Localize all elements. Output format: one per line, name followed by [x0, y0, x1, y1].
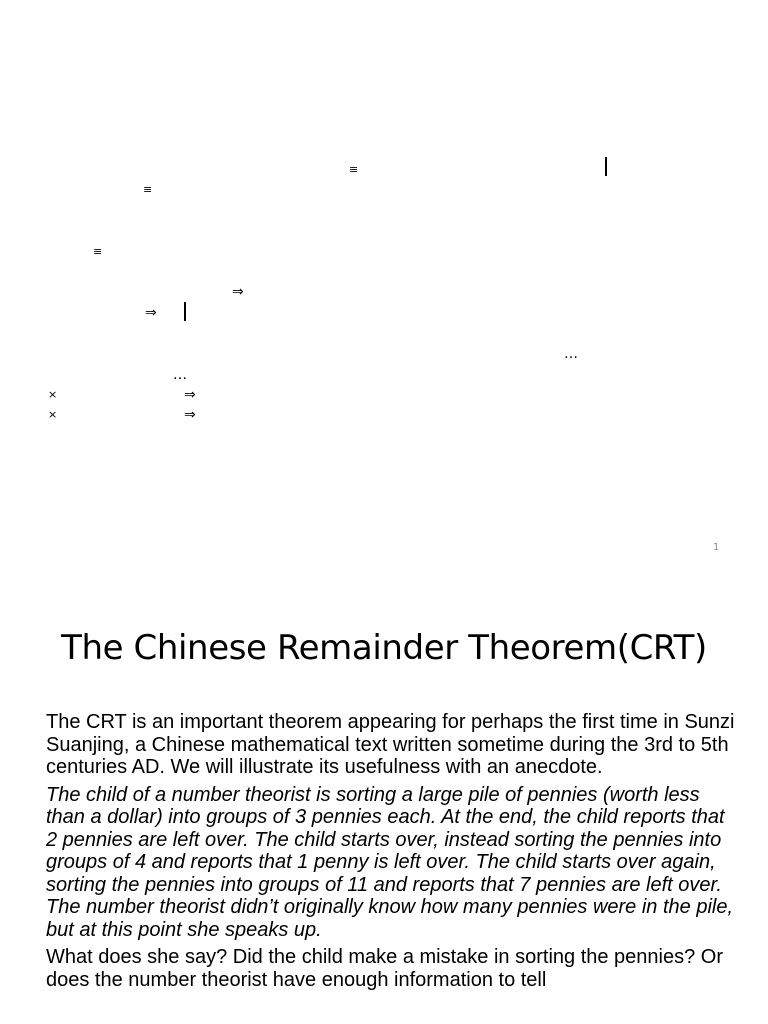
times-symbol: × — [48, 408, 58, 421]
divides-bar — [184, 302, 186, 321]
question-paragraph: What does she say? Did the child make a mistake in sorting the pennies? Or does the number theorist have enough information to tell — [46, 946, 724, 991]
intro-paragraph: The CRT is an important theorem appearing for perhaps the first time in Sunzi Suanjing, a Chinese mathematical text written sometime during the 3rd to 5th centuries AD. We will illustrate its usefulness with an anecdote. — [46, 711, 735, 778]
page-number: 1 — [713, 542, 720, 553]
implies-symbol: ⇒ — [232, 284, 244, 300]
equiv-symbol: ≡ — [349, 163, 359, 176]
equiv-symbol: ≡ — [93, 245, 103, 258]
divides-bar — [605, 157, 607, 176]
slide-title: The Chinese Remainder Theorem(CRT) — [61, 628, 707, 668]
slide-body — [46, 711, 736, 996]
implies-symbol: ⇒ — [184, 387, 196, 403]
anecdote-paragraph: The child of a number theorist is sorting a large pile of pennies (worth less than a dollar) into groups of 3 pennies each. At the end, the child reports that 2 pennies are left over. The child starts over, instead sorting the pennies into groups of 4 and reports that 1 penny is left over. The child starts over again, sorting the pennies into groups of 11 and reports that 7 pennies are left over. The number theorist didn’t originally know how many pennies were in the pile, but at this point she speaks up. — [46, 783, 734, 941]
ellipsis-symbol: … — [564, 346, 578, 362]
equiv-symbol: ≡ — [143, 183, 153, 196]
implies-symbol: ⇒ — [184, 407, 196, 423]
times-symbol: × — [48, 388, 58, 401]
ellipsis-symbol: … — [173, 367, 187, 383]
implies-symbol: ⇒ — [145, 305, 157, 321]
